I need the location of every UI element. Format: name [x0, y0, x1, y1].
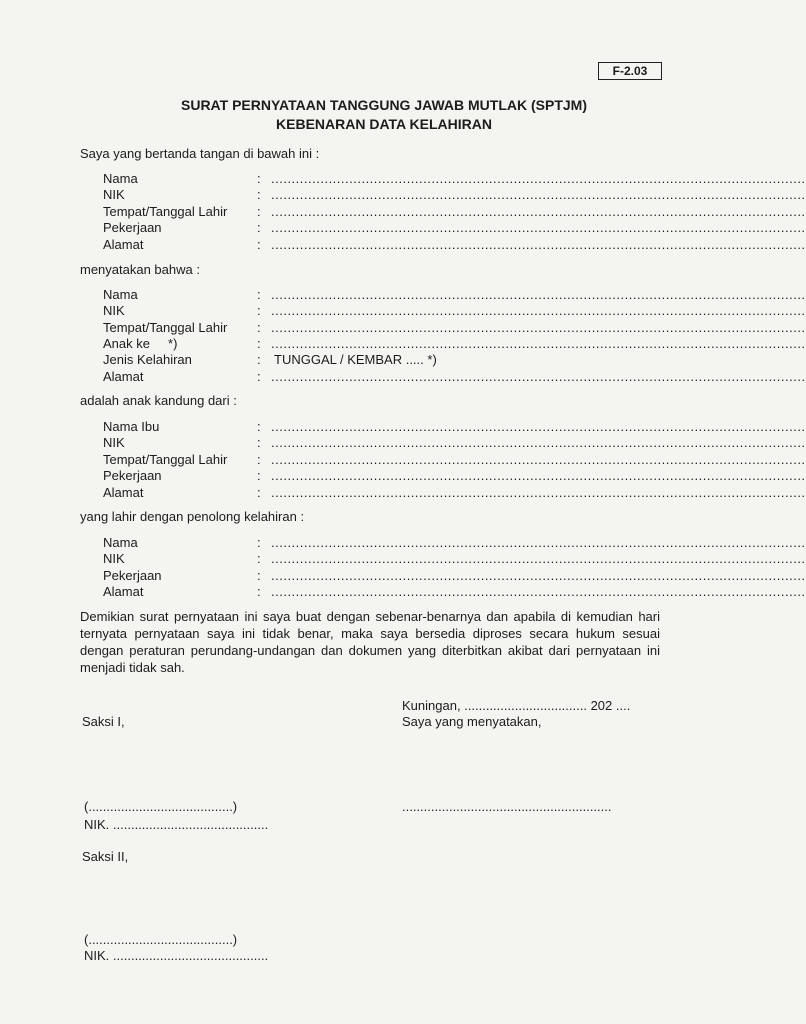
field-row [103, 319, 806, 336]
field-colon: : [257, 452, 261, 467]
field-label: Tempat/Tanggal Lahir [103, 204, 228, 219]
field-colon: : [257, 287, 261, 302]
field-row [103, 434, 806, 451]
field-row [103, 451, 806, 468]
field-row [103, 550, 806, 567]
fill-in-line[interactable]: .................................................................................................................................. [271, 485, 806, 500]
field-colon: : [257, 204, 261, 219]
field-row [103, 368, 806, 385]
fill-in-line[interactable]: .................................................................................................................................. [271, 171, 806, 186]
witness-1-label: Saksi I, [82, 714, 125, 729]
section-mother-heading: adalah anak kandung dari : [80, 393, 237, 408]
witness-1-nik-line[interactable]: NIK. ........................................... [84, 817, 269, 832]
fill-in-line[interactable]: .................................................................................................................................. [271, 551, 806, 566]
field-row [103, 170, 806, 187]
fill-in-line[interactable]: .................................................................................................................................. [271, 419, 806, 434]
witness-2-name-line[interactable]: (........................................) [84, 932, 238, 947]
field-colon: : [257, 171, 261, 186]
fill-in-line[interactable]: .................................................................................................................................. [271, 204, 806, 219]
fill-in-line[interactable]: .................................................................................................................................. [271, 369, 806, 384]
field-label: Pekerjaan [103, 568, 162, 583]
field-label: Jenis Kelahiran [103, 352, 192, 367]
fill-in-line[interactable]: .................................................................................................................................. [271, 468, 806, 483]
field-row [103, 286, 806, 303]
declarant-signature-line[interactable]: .......................................................... [402, 799, 612, 814]
place-date-line[interactable]: Kuningan, .................................. 202 .... [402, 698, 631, 713]
witness-2-nik-line[interactable]: NIK. ........................................... [84, 948, 269, 963]
field-label: Nama [103, 171, 138, 186]
declarant-label: Saya yang menyatakan, [402, 714, 542, 729]
field-row [103, 203, 806, 220]
field-colon: : [257, 435, 261, 450]
field-colon: : [257, 369, 261, 384]
fill-in-line[interactable]: .................................................................................................................................. [271, 220, 806, 235]
field-colon: : [257, 584, 261, 599]
field-label: Nama Ibu [103, 419, 160, 434]
fill-in-line[interactable]: .................................................................................................................................. [271, 187, 806, 202]
section-signatory-heading: Saya yang bertanda tangan di bawah ini : [80, 146, 320, 161]
birth-type-value[interactable]: TUNGGAL / KEMBAR ..... *) [274, 352, 437, 367]
statement-paragraph: Demikian surat pernyataan ini saya buat dengan sebenar-benarnya dan apabila di kemudian hari ternyata pernyataan saya ini tidak benar, maka saya bersedia diproses secara hukum sesuai dengan peraturan perundang-undangan dan dokumen yang diterbitkan akibat dari pernyataan ini menjadi tidak sah. [80, 609, 660, 675]
field-row [103, 467, 806, 484]
field-row [103, 567, 806, 584]
section-birth-attendant-heading: yang lahir dengan penolong kelahiran : [80, 509, 305, 524]
field-label: Alamat [103, 485, 144, 500]
fill-in-line[interactable]: .................................................................................................................................. [271, 452, 806, 467]
fill-in-line[interactable]: .................................................................................................................................. [271, 303, 806, 318]
field-label: Nama [103, 535, 138, 550]
field-label: Tempat/Tanggal Lahir [103, 320, 228, 335]
field-colon: : [257, 237, 261, 252]
field-row [103, 236, 806, 253]
field-colon: : [257, 320, 261, 335]
fill-in-line[interactable]: .................................................................................................................................. [271, 584, 806, 599]
field-row [103, 335, 806, 352]
field-label: Alamat [103, 369, 144, 384]
field-label: NIK [103, 551, 125, 566]
field-label: NIK [103, 187, 125, 202]
field-colon: : [257, 220, 261, 235]
field-colon: : [257, 336, 261, 351]
field-colon: : [257, 535, 261, 550]
field-label: Alamat [103, 237, 144, 252]
field-colon: : [257, 568, 261, 583]
field-label: Pekerjaan [103, 468, 162, 483]
field-label: NIK [103, 435, 125, 450]
field-row [103, 219, 806, 236]
field-colon: : [257, 551, 261, 566]
field-label: NIK [103, 303, 125, 318]
field-label: Nama [103, 287, 138, 302]
witness-2-label: Saksi II, [82, 849, 129, 864]
fill-in-line[interactable]: .................................................................................................................................. [271, 535, 806, 550]
fill-in-line[interactable]: .................................................................................................................................. [271, 320, 806, 335]
field-row [103, 583, 806, 600]
field-label: Pekerjaan [103, 220, 162, 235]
field-colon: : [257, 468, 261, 483]
field-colon: : [257, 352, 261, 367]
fill-in-line[interactable]: .................................................................................................................................. [271, 336, 806, 351]
fill-in-line[interactable]: .................................................................................................................................. [271, 435, 806, 450]
section-child-heading: menyatakan bahwa : [80, 262, 200, 277]
field-label: Alamat [103, 584, 144, 599]
field-row [103, 418, 806, 435]
fill-in-line[interactable]: .................................................................................................................................. [271, 237, 806, 252]
field-colon: : [257, 187, 261, 202]
field-label: Anak ke *) [103, 336, 178, 351]
document-subtitle: KEBENARAN DATA KELAHIRAN [276, 116, 492, 132]
field-label: Tempat/Tanggal Lahir [103, 452, 228, 467]
field-colon: : [257, 303, 261, 318]
fill-in-line[interactable]: .................................................................................................................................. [271, 568, 806, 583]
witness-1-name-line[interactable]: (........................................) [84, 799, 238, 814]
field-row [103, 534, 806, 551]
field-colon: : [257, 485, 261, 500]
field-row [103, 302, 806, 319]
field-row [103, 186, 806, 203]
field-row [103, 351, 623, 368]
field-row [103, 484, 806, 501]
fill-in-line[interactable]: .................................................................................................................................. [271, 287, 806, 302]
form-code-box: F-2.03 [598, 62, 662, 80]
field-colon: : [257, 419, 261, 434]
document-title: SURAT PERNYATAAN TANGGUNG JAWAB MUTLAK (SPTJM) [181, 97, 587, 113]
